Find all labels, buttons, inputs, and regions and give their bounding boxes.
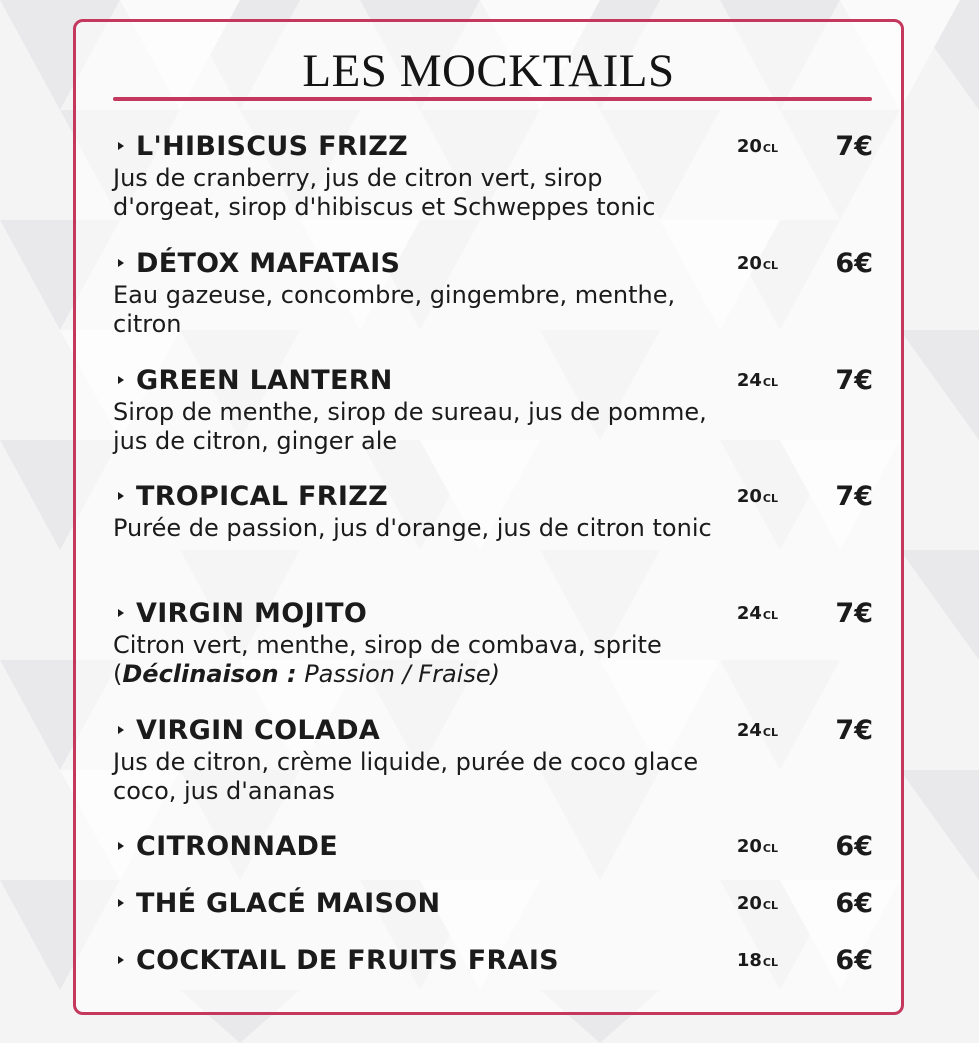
volume-value: 20 — [736, 486, 762, 507]
bullet-triangle-icon — [118, 376, 124, 384]
item-name: VIRGIN MOJITO — [136, 598, 368, 629]
volume-value: 24 — [736, 720, 762, 741]
volume-value: 24 — [736, 603, 762, 624]
volume-unit: CL — [762, 142, 778, 155]
description-text: Citron vert, menthe, sirop de combava, sprite ( — [113, 631, 662, 688]
volume-unit: CL — [762, 956, 778, 969]
menu-item — [113, 944, 873, 978]
item-name: CITRONNADE — [136, 831, 338, 862]
volume-unit: CL — [762, 899, 778, 912]
volume-unit: CL — [762, 726, 778, 739]
item-name: TROPICAL FRIZZ — [136, 481, 388, 512]
volume-value: 20 — [736, 836, 762, 857]
volume-value: 24 — [736, 370, 762, 391]
volume-value: 20 — [736, 136, 762, 157]
item-price: 6€ — [835, 888, 873, 919]
volume-unit: CL — [762, 259, 778, 272]
bullet-triangle-icon — [118, 842, 124, 850]
item-volume — [728, 716, 778, 748]
item-name: COCKTAIL DE FRUITS FRAIS — [136, 945, 559, 976]
volume-unit: CL — [762, 842, 778, 855]
item-price: 6€ — [835, 248, 873, 279]
item-description: Eau gazeuse, concombre, gingembre, menthe, citron — [113, 281, 676, 338]
volume-unit: CL — [762, 609, 778, 622]
item-volume — [728, 249, 778, 281]
item-name: DÉTOX MAFATAIS — [136, 248, 401, 279]
bullet-triangle-icon — [118, 492, 124, 500]
variant-values: Passion / Fraise) — [296, 660, 500, 688]
item-description: Jus de cranberry, jus de citron vert, sirop d'orgeat, sirop d'hibiscus et Schweppes tonic — [113, 164, 656, 221]
item-price: 6€ — [835, 945, 873, 976]
item-description: Purée de passion, jus d'orange, jus de citron tonic — [113, 514, 712, 542]
menu-item — [113, 130, 873, 222]
title-divider — [113, 97, 872, 101]
variant-label: Déclinaison : — [122, 660, 297, 688]
item-name: L'HIBISCUS FRIZZ — [136, 131, 409, 162]
bullet-triangle-icon — [118, 609, 124, 617]
item-volume — [728, 366, 778, 398]
item-name: THÉ GLACÉ MAISON — [136, 888, 441, 919]
bullet-triangle-icon — [118, 956, 124, 964]
bullet-triangle-icon — [118, 259, 124, 267]
menu-item — [113, 887, 873, 921]
item-name: VIRGIN COLADA — [136, 715, 381, 746]
item-description: Jus de citron, crème liquide, purée de coco glace coco, jus d'ananas — [113, 748, 699, 805]
item-price: 7€ — [835, 365, 873, 396]
menu-item — [113, 597, 873, 689]
menu-card — [73, 19, 904, 1015]
item-name: GREEN LANTERN — [136, 365, 393, 396]
menu-title: LES MOCKTAILS — [302, 45, 675, 97]
menu-item — [113, 364, 873, 456]
menu-item — [113, 714, 873, 806]
item-volume — [728, 482, 778, 514]
volume-unit: CL — [762, 492, 778, 505]
item-volume — [728, 832, 778, 864]
bullet-triangle-icon — [118, 726, 124, 734]
item-price: 7€ — [835, 715, 873, 746]
item-price: 7€ — [835, 131, 873, 162]
item-price: 6€ — [835, 831, 873, 862]
bullet-triangle-icon — [118, 899, 124, 907]
item-price: 7€ — [835, 481, 873, 512]
item-volume — [728, 889, 778, 921]
item-price: 7€ — [835, 598, 873, 629]
volume-value: 20 — [736, 893, 762, 914]
item-description — [113, 631, 713, 689]
menu-item — [113, 480, 873, 543]
item-volume — [728, 599, 778, 631]
item-volume — [728, 946, 778, 978]
volume-unit: CL — [762, 376, 778, 389]
bullet-triangle-icon — [118, 142, 124, 150]
item-volume — [728, 132, 778, 164]
item-description: Sirop de menthe, sirop de sureau, jus de pomme, jus de citron, ginger ale — [113, 398, 707, 455]
menu-item — [113, 247, 873, 339]
volume-value: 18 — [736, 950, 762, 971]
menu-item — [113, 830, 873, 864]
volume-value: 20 — [736, 253, 762, 274]
